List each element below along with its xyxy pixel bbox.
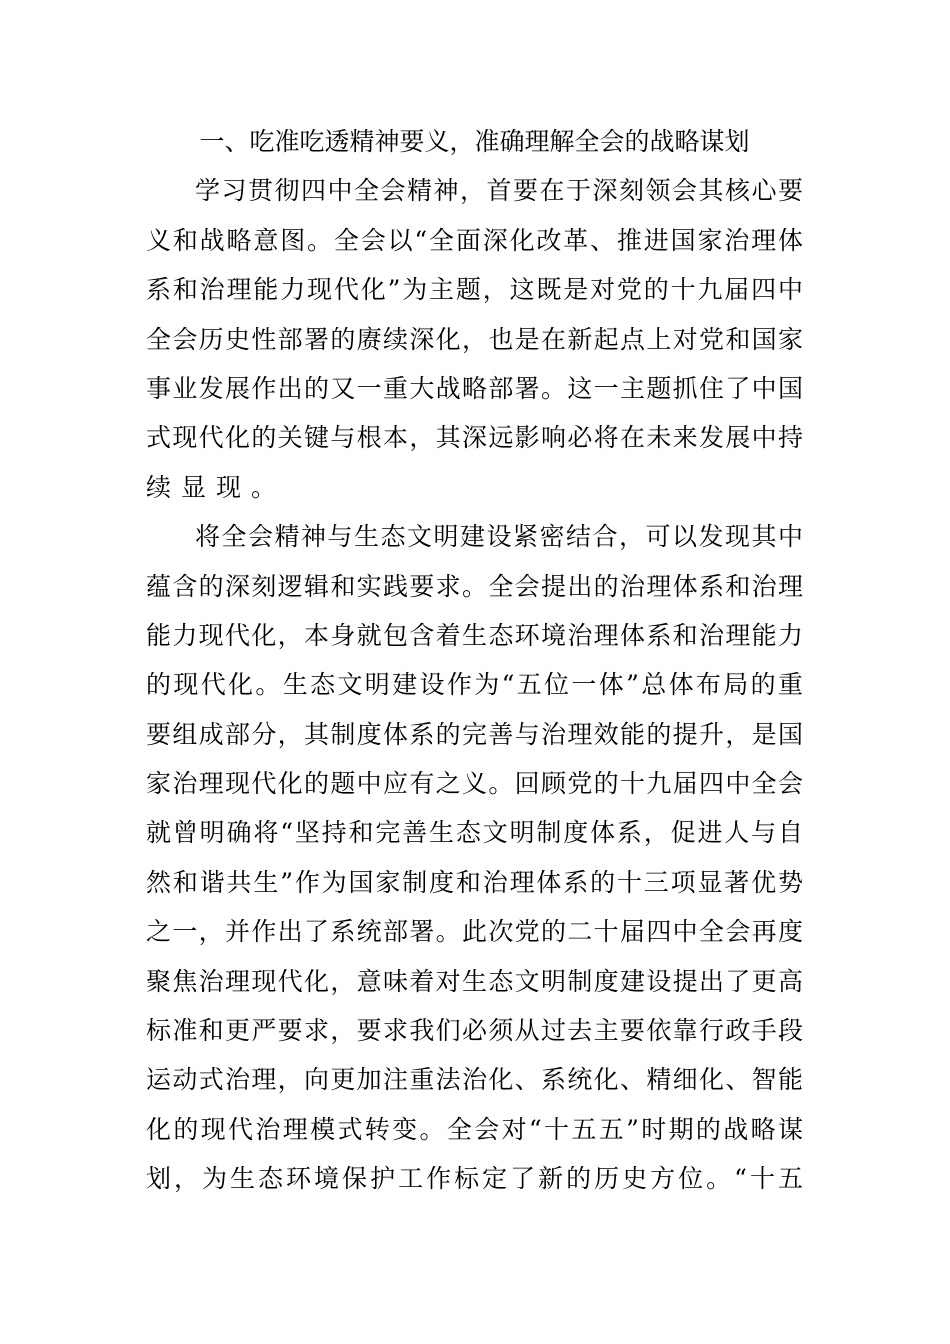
section-heading: 一、吃准吃透精神要义，准确理解全会的战略谋划 [199,127,750,156]
text-line: 然和谐共生”作为国家制度和治理体系的十三项显著优势 [146,867,803,897]
text-line: 蕴含的深刻逻辑和实践要求。全会提出的治理体系和治理 [146,571,803,601]
text-line: 学习贯彻四中全会精神，首要在于深刻领会其核心要 [195,176,803,206]
text-line: 续显现。 [146,472,287,502]
text-line: 全会历史性部署的赓续深化，也是在新起点上对党和国家 [146,324,803,354]
document-body [146,166,803,1203]
document-page [146,117,803,1204]
text-line: 将全会精神与生态文明建设紧密结合，可以发现其中 [195,522,803,552]
text-line: 要组成部分，其制度体系的完善与治理效能的提升，是国 [146,719,803,749]
text-line: 运动式治理，向更加注重法治化、系统化、精细化、智能 [146,1065,803,1095]
text-line: 之一，并作出了系统部署。此次党的二十届四中全会再度 [146,917,803,947]
text-line: 化的现代治理模式转变。全会对“十五五”时期的战略谋 [146,1114,803,1144]
text-line: 就曾明确将“坚持和完善生态文明制度体系，促进人与自 [146,818,803,848]
paragraph [146,166,803,512]
text-line: 的现代化。生态文明建设作为“五位一体”总体布局的重 [146,670,803,700]
text-line: 聚焦治理现代化，意味着对生态文明制度建设提出了更高 [146,966,803,996]
text-line: 能力现代化，本身就包含着生态环境治理体系和治理能力 [146,620,803,650]
text-line: 事业发展作出的又一重大战略部署。这一主题抓住了中国 [146,373,803,403]
text-line: 式现代化的关键与根本，其深远影响必将在未来发展中持 [146,423,803,453]
text-line: 划，为生态环境保护工作标定了新的历史方位。“十五 [146,1164,803,1194]
text-line: 家治理现代化的题中应有之义。回顾党的十九届四中全会 [146,769,803,799]
paragraph [146,512,803,1203]
text-line: 标准和更严要求，要求我们必须从过去主要依靠行政手段 [146,1016,803,1046]
text-line: 系和治理能力现代化”为主题，这既是对党的十九届四中 [146,275,803,305]
text-line: 义和战略意图。全会以“全面深化改革、推进国家治理体 [146,225,803,255]
